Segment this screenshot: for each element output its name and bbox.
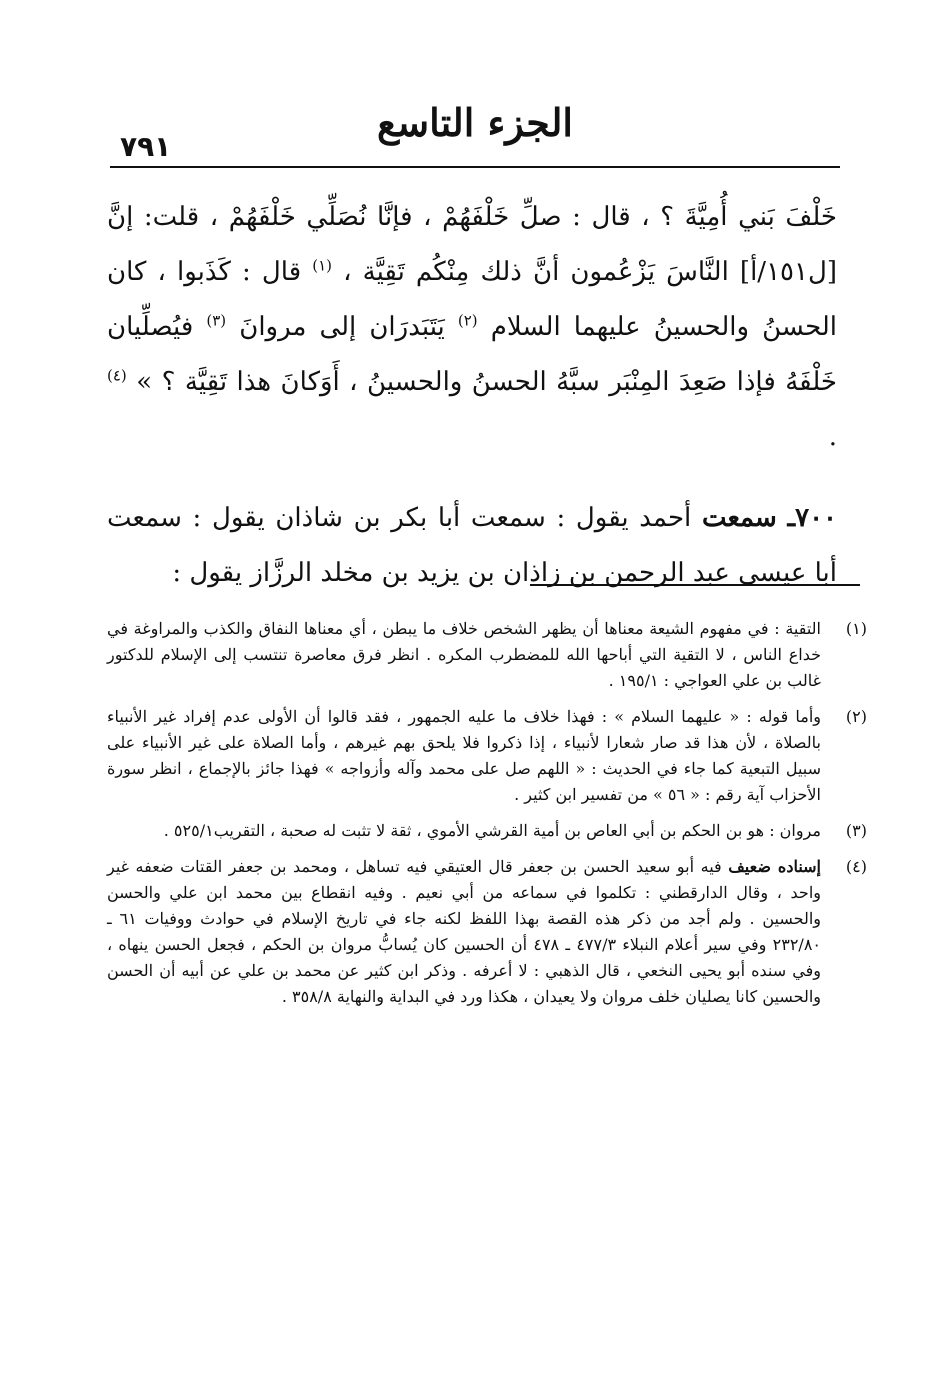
footnote-number: (٤) bbox=[845, 857, 867, 876]
paragraph-2-text: أحمد يقول : سمعت أبا بكر بن شاذان يقول : سمعت أبا عيسى عبد الرحمن بن زاذان بن يزيد بن مخلد الرزَّاز يقول : bbox=[107, 503, 837, 588]
footnote-marker-1: (١) bbox=[312, 256, 333, 275]
paragraph-1 bbox=[107, 190, 837, 465]
footnote-marker-4: (٤) bbox=[107, 366, 127, 385]
footnote-3 bbox=[107, 818, 867, 844]
footnote-4 bbox=[107, 854, 867, 1010]
footnote-text bbox=[107, 704, 821, 808]
footnote-body: التقية : في مفهوم الشيعة معناها أن يظهر الشخص خلاف ما يبطن ، أي معناها النفاق والكذب والمراوغة في خداع الناس ، لا التقية التي أباحها الله للمضطرب المكره . انظر فرق معاصرة تنتسب إلى الإسلام للدكتور غالب بن علي العواجي : ١٩٥/١ . bbox=[107, 619, 821, 690]
footnote-number: (٣) bbox=[845, 821, 867, 840]
footnote-body: وأما قوله : « عليهما السلام » : فهذا خلاف ما عليه الجمهور ، فقد قالوا أن الأولى عدم إفراد غير الأنبياء بالصلاة ، لأن هذا قد صار شعارا لأنبياء ، إذا ذكروا فلا يلحق بهم غيرهم ، وأما الصلاة على غير الأنبياء على سبيل التبعية كما جاء في الحديث : « اللهم صل على محمد وآله وأزواجه » فهذا جائز بالإجماع ، انظر سورة الأحزاب آية رقم : « ٥٦ » من تفسير ابن كثير . bbox=[107, 707, 822, 804]
page-header bbox=[110, 100, 840, 170]
paragraph-1-text-a: خَلْفَ بَني أُمِيَّةَ ؟ ، قال : صلِّ خَلْفَهُمْ ، فإنَّا نُصَلِّي خَلْفَهُمْ ، قلت: إنَّ [ل١٥١/أ] النَّاسَ يَزْعُمون أنَّ ذلك مِنْكُم تَقِيَّة ، bbox=[107, 202, 838, 287]
paragraph-1-text-c: يَتَبَدرَان إلى مروانَ bbox=[239, 312, 445, 342]
footnote-lead: إسناده ضعيف bbox=[728, 857, 821, 876]
footnote-2 bbox=[107, 704, 867, 808]
paragraph-2-lead: سمعت bbox=[701, 503, 777, 533]
footnote-text bbox=[107, 818, 821, 844]
hadith-number: ٧٠٠ـ bbox=[787, 503, 838, 533]
paragraph-1-text-d: فيُصلِّيان خَلْفَهُ فإذا صَعِدَ المِنْبَر سبَّهُ الحسنُ والحسينُ ، أَوَكانَ هذا تَقِيَّة ؟ » bbox=[107, 312, 837, 397]
footnotes bbox=[107, 616, 867, 1020]
footnote-body: فيه أبو سعيد الحسن بن جعفر قال العتيقي فيه تساهل ، ومحمد بن جعفر القتات ضعفه غير واحد ، وقال الدارقطني : تكلموا في سماعه من أبي نعيم . وفيه انقطاع بين محمد ابن علي والحسن والحسين . ولم أجد من ذكر هذه القصة بهذا اللفظ لكنه جاء في تاريخ الإسلام في حوادث ووفيات ٦١ ـ ٢٣٢/٨٠ وفي سير أعلام النبلاء ٤٧٧/٣ ـ ٤٧٨ أن الحسين كان يُسابُّ مروان بن الحكم ، فجعل الحسن ينهاه ، وفي سنده أبو يحيى النخعي ، قال الذهبي : لا أعرفه . وذكر ابن كثير عن محمد بن علي عن أبيه أن الحسن والحسين كانا يصليان خلف مروان ولا يعيدان ، هكذا ورد في البداية والنهاية ٣٥٨/٨ . bbox=[107, 857, 821, 1006]
running-title: الجزء التاسع bbox=[377, 100, 573, 145]
footnote-text bbox=[107, 854, 821, 1010]
footnote-1 bbox=[107, 616, 867, 694]
footnote-text bbox=[107, 616, 821, 694]
footnote-marker-3: (٣) bbox=[206, 311, 227, 330]
paragraph-1-text-b: قال : كَذَبوا ، كان الحسنُ والحسينُ عليهما السلام bbox=[107, 257, 838, 342]
footnote-body: مروان : هو بن الحكم بن أبي العاص بن أمية القرشي الأموي ، ثقة لا تثبت له صحبة ، التقريب٥٢٥/١ . bbox=[163, 821, 821, 840]
header-rule bbox=[110, 166, 840, 168]
paragraph-1-end: . bbox=[828, 422, 837, 452]
footnote-separator bbox=[530, 584, 860, 586]
footnote-number: (١) bbox=[845, 619, 867, 638]
main-text bbox=[107, 190, 837, 601]
page-number: ٧٩١ bbox=[120, 130, 172, 163]
footnote-marker-2: (٢) bbox=[457, 311, 478, 330]
footnote-number: (٢) bbox=[845, 707, 867, 726]
